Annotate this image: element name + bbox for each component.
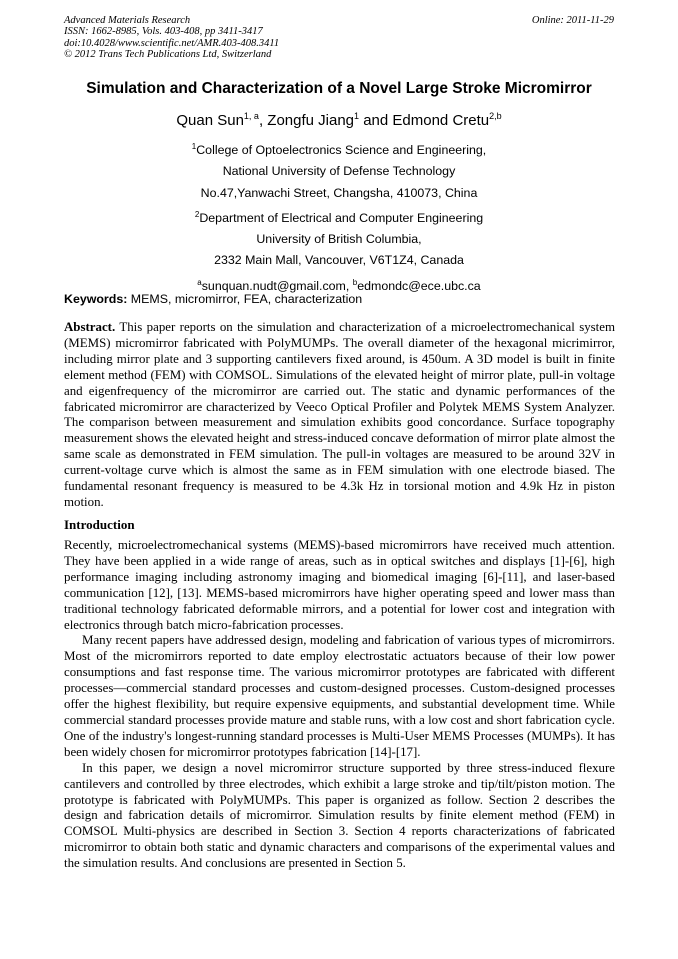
affiliation-line <box>40 136 638 161</box>
copyright-line: © 2012 Trans Tech Publications Ltd, Switzerland <box>64 48 272 60</box>
paragraph: Many recent papers have addressed design, modeling and fabrication of various types of micromirrors. Most of the micromirrors reported to date employ electrostatic actuators because of their low power consumptions and fast response time. The various micromirror prototypes are fabricated with different processes—commercial standard processes and custom-designed processes. Custom-designed processes offer the highest flexibility, but require expensive equipments, and substantial development time. While commercial standard processes provide mature and stable runs, with a low cost and short fabrication cycle. One of the industry's longest-running standard processes is Multi-User MEMS Processes (MUMPs). It has been widely chosen for micromirror prototypes fabrication [14]-[17]. <box>64 633 615 759</box>
email-mark: b <box>352 277 358 287</box>
paragraph: Recently, microelectromechanical systems (MEMS)-based micromirrors have received much attention. They have been applied in a wide range of areas, such as in optical switches and displays [1]-[6], high performance imaging including astronomy imaging and biomedical imaging [6]-[11], and laser-based communication [12], [13]. MEMS-based micromirrors have higher operating speed and lower mass than traditional technology fabricated deformable mirrors, and a potential for lower cost and integration with electronics through batch micro-fabrication processes. <box>64 538 615 632</box>
abstract-label: Abstract. <box>64 320 116 334</box>
doi-line: doi:10.4028/www.scientific.net/AMR.403-408.3411 <box>64 37 280 49</box>
email-mark: a <box>197 277 202 287</box>
affiliation-line: University of British Columbia, <box>256 232 422 247</box>
affiliations <box>40 136 638 297</box>
affiliation-mark: 1 <box>191 142 197 151</box>
keywords-text: MEMS, micromirror, FEA, characterization <box>127 292 363 306</box>
journal-header <box>64 15 614 60</box>
journal-name: Advanced Materials Research <box>64 15 191 26</box>
abstract-text: This paper reports on the simulation and characterization of a microelectromechanical system (MEMS) micromirror fabricated with PolyMUMPs. The overall diameter of the hexagonal micrimirror, including mirror plate and 3 supporting cantilevers fixed around, is 450um. A 3D model is built in finite element method (FEM) with COMSOL. Simulations of the elevated height of mirror plate, pull-in voltage and eigenfrequency of the micromirror are carried out. The static and dynamic performances of the fabricated micromirror are characterized by Veeco Optical Profiler and Polytek MEMS System Analyzer. The comparison between measurement and simulation exhibits good concordance. Surface topography measurement shows the elevated height and stress-induced concave deformation of mirror plate almost the same scale as demonstrated in FEM simulation. The pull-in voltages are measured to be around 32V in current-voltage curve which is almost the same as in FEM simulation with one electrode biased. The fundamental resonant frequency is measured to be 4.3k Hz in torsional motion and 4.9k Hz in piston motion. <box>64 320 615 509</box>
email-text: sunquan.nudt@gmail.com, <box>201 278 353 293</box>
keywords-label: Keywords: <box>64 292 128 306</box>
author-affiliation-mark: 1 <box>354 111 360 121</box>
affiliation-line <box>40 204 638 229</box>
affiliation-line: 2332 Main Mall, Vancouver, V6T1Z4, Canada <box>214 253 464 268</box>
author-separator: , <box>258 112 268 129</box>
author-affiliation-mark: 1, a <box>243 111 259 121</box>
author-separator: and <box>359 112 393 129</box>
abstract <box>64 320 615 511</box>
paper-title: Simulation and Characterization of a Novel Large Stroke Micromirror <box>86 80 592 97</box>
keywords <box>64 292 619 306</box>
author-affiliation-mark: 2,b <box>489 111 502 121</box>
issn-line: ISSN: 1662-8985, Vols. 403-408, pp 3411-3417 <box>64 26 263 38</box>
affiliation-line: No.47,Yanwachi Street, Changsha, 410073, China <box>200 185 478 200</box>
author-name: Edmond Cretu <box>392 112 490 129</box>
section-heading-introduction: Introduction <box>64 517 135 532</box>
introduction-body <box>64 538 615 872</box>
email-text: edmondc@ece.ubc.ca <box>357 278 481 293</box>
affiliation-mark: 2 <box>194 209 200 219</box>
author-name: Zongfu Jiang <box>267 112 355 129</box>
affiliation-text: Department of Electrical and Computer Engineering <box>199 210 484 225</box>
author-name: Quan Sun <box>176 112 244 129</box>
author-list <box>40 111 638 129</box>
affiliation-line: National University of Defense Technology <box>222 164 456 179</box>
online-date: Online: 2011-11-29 <box>531 15 614 26</box>
affiliation-text: College of Optoelectronics Science and Engineering, <box>196 143 487 157</box>
paragraph: In this paper, we design a novel micromirror structure supported by three stress-induced flexure cantilevers and controlled by three electrodes, which exhibit a large stroke and tip/tilt/piston motion. The prototype is fabricated with PolyMUMPs. This paper is organized as follow. Section 2 describes the design and fabrication details of micromirror. Simulation results by finite element method (FEM) in COMSOL Multi-physics are described in Section 3. Section 4 reports characterizations of fabricated micromirror to obtain both static and dynamic characters and comparisons of the experimental values and the simulation results. And conclusions are presented in Section 5. <box>64 760 615 871</box>
